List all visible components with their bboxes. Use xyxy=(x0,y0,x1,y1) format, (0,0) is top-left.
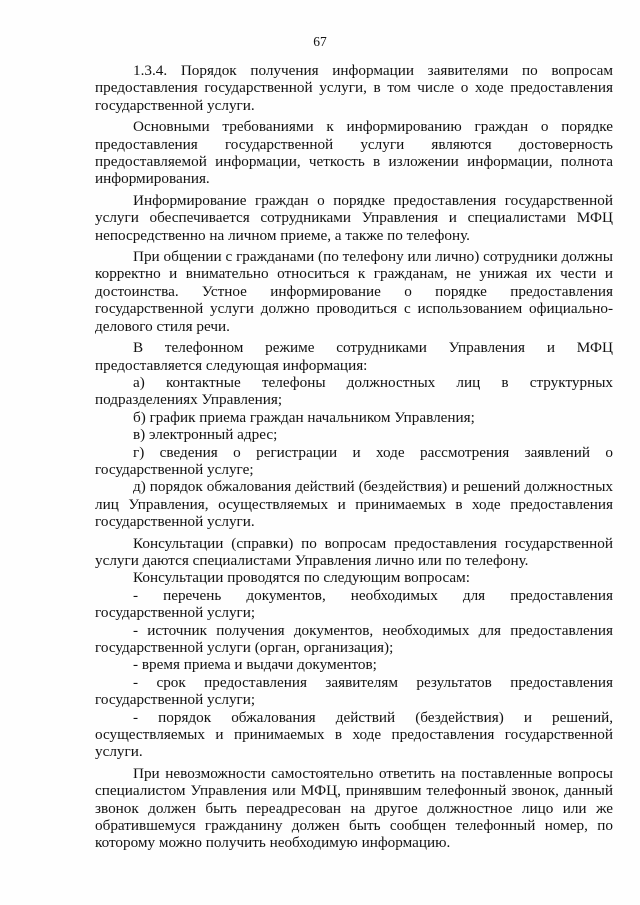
paragraph-informing: Информирование граждан о порядке предоставления государственной услуги обеспечивается сотрудниками Управления и специалистами МФЦ непосредственно на личном приеме, а также по телефону. xyxy=(95,191,613,244)
dash-item-term: - срок предоставления заявителям результатов предоставления государственной услуги; xyxy=(95,673,613,709)
list-item-g: г) сведения о регистрации и ходе рассмотрения заявлений о государственной услуге; xyxy=(95,443,613,478)
paragraph-communication: При общении с гражданами (по телефону или лично) сотрудники должны корректно и внимательно относиться к гражданам, не унижая их чести и достоинства. Устное информирование о порядке предоставления государственной услуги должно проводиться с использованием официально-делового стиля речи. xyxy=(95,248,613,335)
page-number: 67 xyxy=(313,34,327,49)
paragraph-section-heading: 1.3.4. Порядок получения информации заявителями по вопросам предоставления государственной услуги, в том числе о ходе предоставления государственной услуги. xyxy=(95,62,613,114)
paragraph-redirect: При невозможности самостоятельно ответить на поставленные вопросы специалистом Управления или МФЦ, принявшим телефонный звонок, данный звонок должен быть переадресован на другое должностное лицо или же обратившемуся гражданину должен быть сообщен телефонный номер, по которому можно получить необходимую информацию. xyxy=(95,764,613,852)
dash-item-documents: - перечень документов, необходимых для предоставления государственной услуги; xyxy=(95,586,613,622)
list-item-a: а) контактные телефоны должностных лиц в структурных подразделениях Управления; xyxy=(95,373,613,409)
paragraph-consultation-topics: Консультации проводятся по следующим вопросам: xyxy=(133,569,470,587)
document-body xyxy=(95,62,613,852)
dash-item-time: - время приема и выдачи документов; xyxy=(133,656,377,674)
list-item-d: д) порядок обжалования действий (бездействия) и решений должностных лиц Управления, осуществляемых и принимаемых в ходе предоставления государственной услуги. xyxy=(95,478,613,531)
list-item-b: б) график приема граждан начальником Управления; xyxy=(133,408,475,426)
dash-item-source: - источник получения документов, необходимых для предоставления государственной услуги (орган, организация); xyxy=(95,621,613,656)
list-item-v: в) электронный адрес; xyxy=(133,426,278,444)
dash-item-appeal: - порядок обжалования действий (бездействия) и решений, осуществляемых и принимаемых в ходе предоставления государственной услуги. xyxy=(95,708,613,761)
paragraph-consultations: Консультации (справки) по вопросам предоставления государственной услуги даются специалистами Управления лично или по телефону. xyxy=(95,534,613,569)
paragraph-requirements: Основными требованиями к информированию граждан о порядке предоставления государственной услуги являются достоверность предоставляемой информации, четкость в изложении информации, полнота информирования. xyxy=(95,118,613,188)
paragraph-phone-mode: В телефонном режиме сотрудниками Управления и МФЦ предоставляется следующая информация: xyxy=(95,339,613,374)
